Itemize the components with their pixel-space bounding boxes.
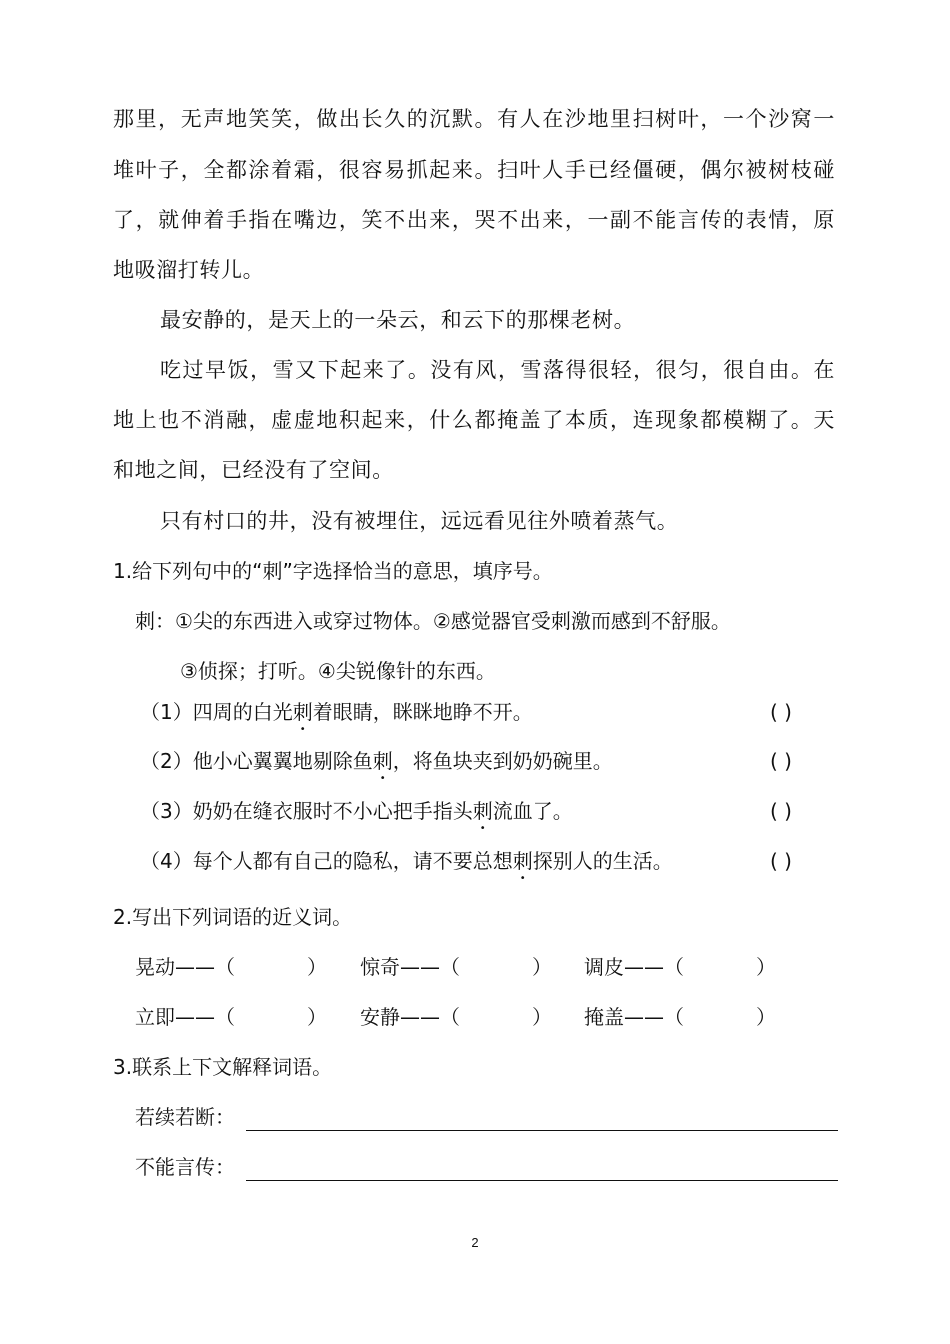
question-1-item: （2）他小心翼翼地剔除鱼刺，将鱼块夹到奶奶碗里。	[140, 749, 613, 773]
definition-line: 刺：①尖的东西进入或穿过物体。②感觉器官受刺激而感到不舒服。	[135, 609, 731, 633]
emphasized-char: 刺	[472, 799, 493, 823]
synonym-item[interactable]: 晃动——（ ）	[135, 955, 327, 979]
synonym-item[interactable]: 调皮——（ ）	[584, 955, 776, 979]
synonym-item[interactable]: 立即——（ ）	[135, 1005, 327, 1029]
answer-paren[interactable]: ( )	[770, 799, 792, 823]
question-1-item: （1）四周的白光刺着眼睛，眯眯地睁不开。	[140, 700, 533, 724]
passage-line: 堆叶子，全都涂着霜，很容易抓起来。扫叶人手已经僵硬，偶尔被树枝碰	[113, 158, 835, 182]
answer-paren[interactable]: ( )	[770, 700, 792, 724]
passage-line: 那里，无声地笑笑，做出长久的沉默。有人在沙地里扫树叶，一个沙窝一	[113, 107, 835, 131]
page-number: 2	[471, 1235, 479, 1250]
passage-line: 地上也不消融，虚虚地积起来，什么都掩盖了本质，连现象都模糊了。天	[113, 408, 835, 432]
question-3-title: 3.联系上下文解释词语。	[113, 1055, 333, 1079]
answer-paren[interactable]: ( )	[770, 749, 792, 773]
answer-paren[interactable]: ( )	[770, 849, 792, 873]
synonym-item[interactable]: 惊奇——（ ）	[360, 955, 552, 979]
passage-line: 吃过早饭，雪又下起来了。没有风，雪落得很轻，很匀，很自由。在	[160, 358, 835, 382]
synonym-item[interactable]: 安静——（ ）	[360, 1005, 552, 1029]
emphasized-char: 刺	[372, 749, 393, 773]
passage-line: 地吸溜打转儿。	[113, 258, 265, 282]
passage-line: 了，就伸着手指在嘴边，笑不出来，哭不出来，一副不能言传的表情，原	[113, 208, 835, 232]
synonym-item[interactable]: 掩盖——（ ）	[584, 1005, 776, 1029]
question-1-item: （3）奶奶在缝衣服时不小心把手指头刺流血了。	[140, 799, 573, 823]
question-1-item: （4）每个人都有自己的隐私，请不要总想刺探别人的生活。	[140, 849, 673, 873]
question-1-title: 1.给下列句中的“刺”字选择恰当的意思，填序号。	[113, 559, 553, 583]
question-2-title: 2.写出下列词语的近义词。	[113, 905, 353, 929]
term-label: 不能言传：	[135, 1155, 235, 1179]
passage-line: 和地之间，已经没有了空间。	[113, 458, 394, 482]
passage-line: 最安静的，是天上的一朵云，和云下的那棵老树。	[160, 308, 636, 332]
answer-line[interactable]	[246, 1130, 838, 1131]
term-label: 若续若断：	[135, 1105, 235, 1129]
emphasized-char: 刺	[292, 700, 313, 724]
passage-line: 只有村口的井，没有被埋住，远远看见往外喷着蒸气。	[160, 509, 679, 533]
emphasized-char: 刺	[512, 849, 533, 873]
answer-line[interactable]	[246, 1180, 838, 1181]
definition-line: ③侦探；打听。④尖锐像针的东西。	[180, 659, 496, 683]
